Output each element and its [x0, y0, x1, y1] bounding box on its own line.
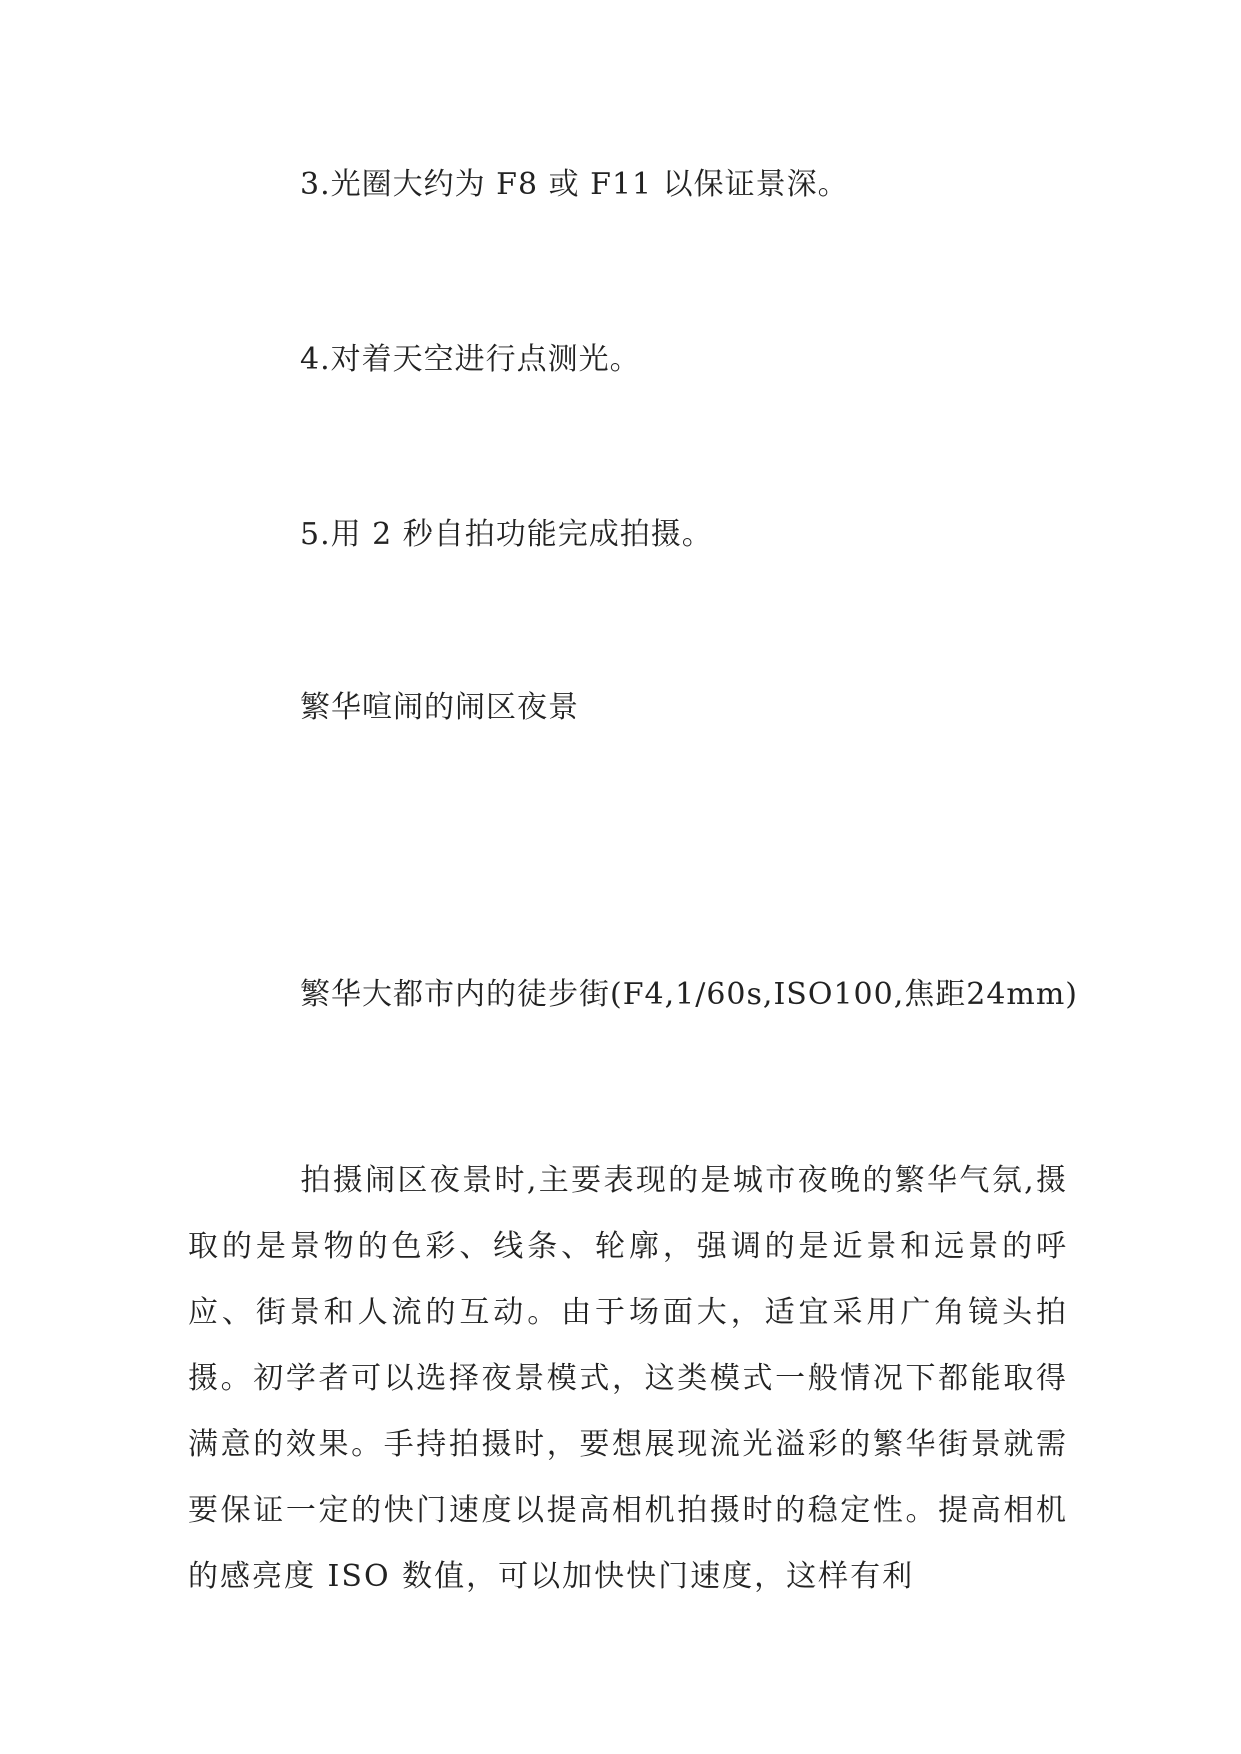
step-3-aperture: 3.光圈大约为 F8 或 F11 以保证景深。	[300, 167, 849, 202]
step-4-metering: 4.对着天空进行点测光。	[300, 342, 641, 377]
step-5-self-timer: 5.用 2 秒自拍功能完成拍摄。	[300, 517, 713, 552]
section-heading: 繁华喧闹的闹区夜景	[300, 690, 579, 725]
body-paragraph	[188, 1148, 1068, 1610]
body-paragraph-text: 拍摄闹区夜景时,主要表现的是城市夜晚的繁华气氛,摄取的是景物的色彩、线条、轮廓，强调的是近景和远景的呼应、街景和人流的互动。由于场面大，适宜采用广角镜头拍摄。初学者可以选择夜景模式，这类模式一般情况下都能取得满意的效果。手持拍摄时，要想展现流光溢彩的繁华街景就需要保证一定的快门速度以提高相机拍摄时的稳定性。提高相机的感亮度 ISO 数值，可以加快快门速度，这样有利	[188, 1163, 1068, 1594]
photo-caption: 繁华大都市内的徒步街(F4,1/60s,ISO100,焦距24mm)	[300, 977, 1079, 1012]
